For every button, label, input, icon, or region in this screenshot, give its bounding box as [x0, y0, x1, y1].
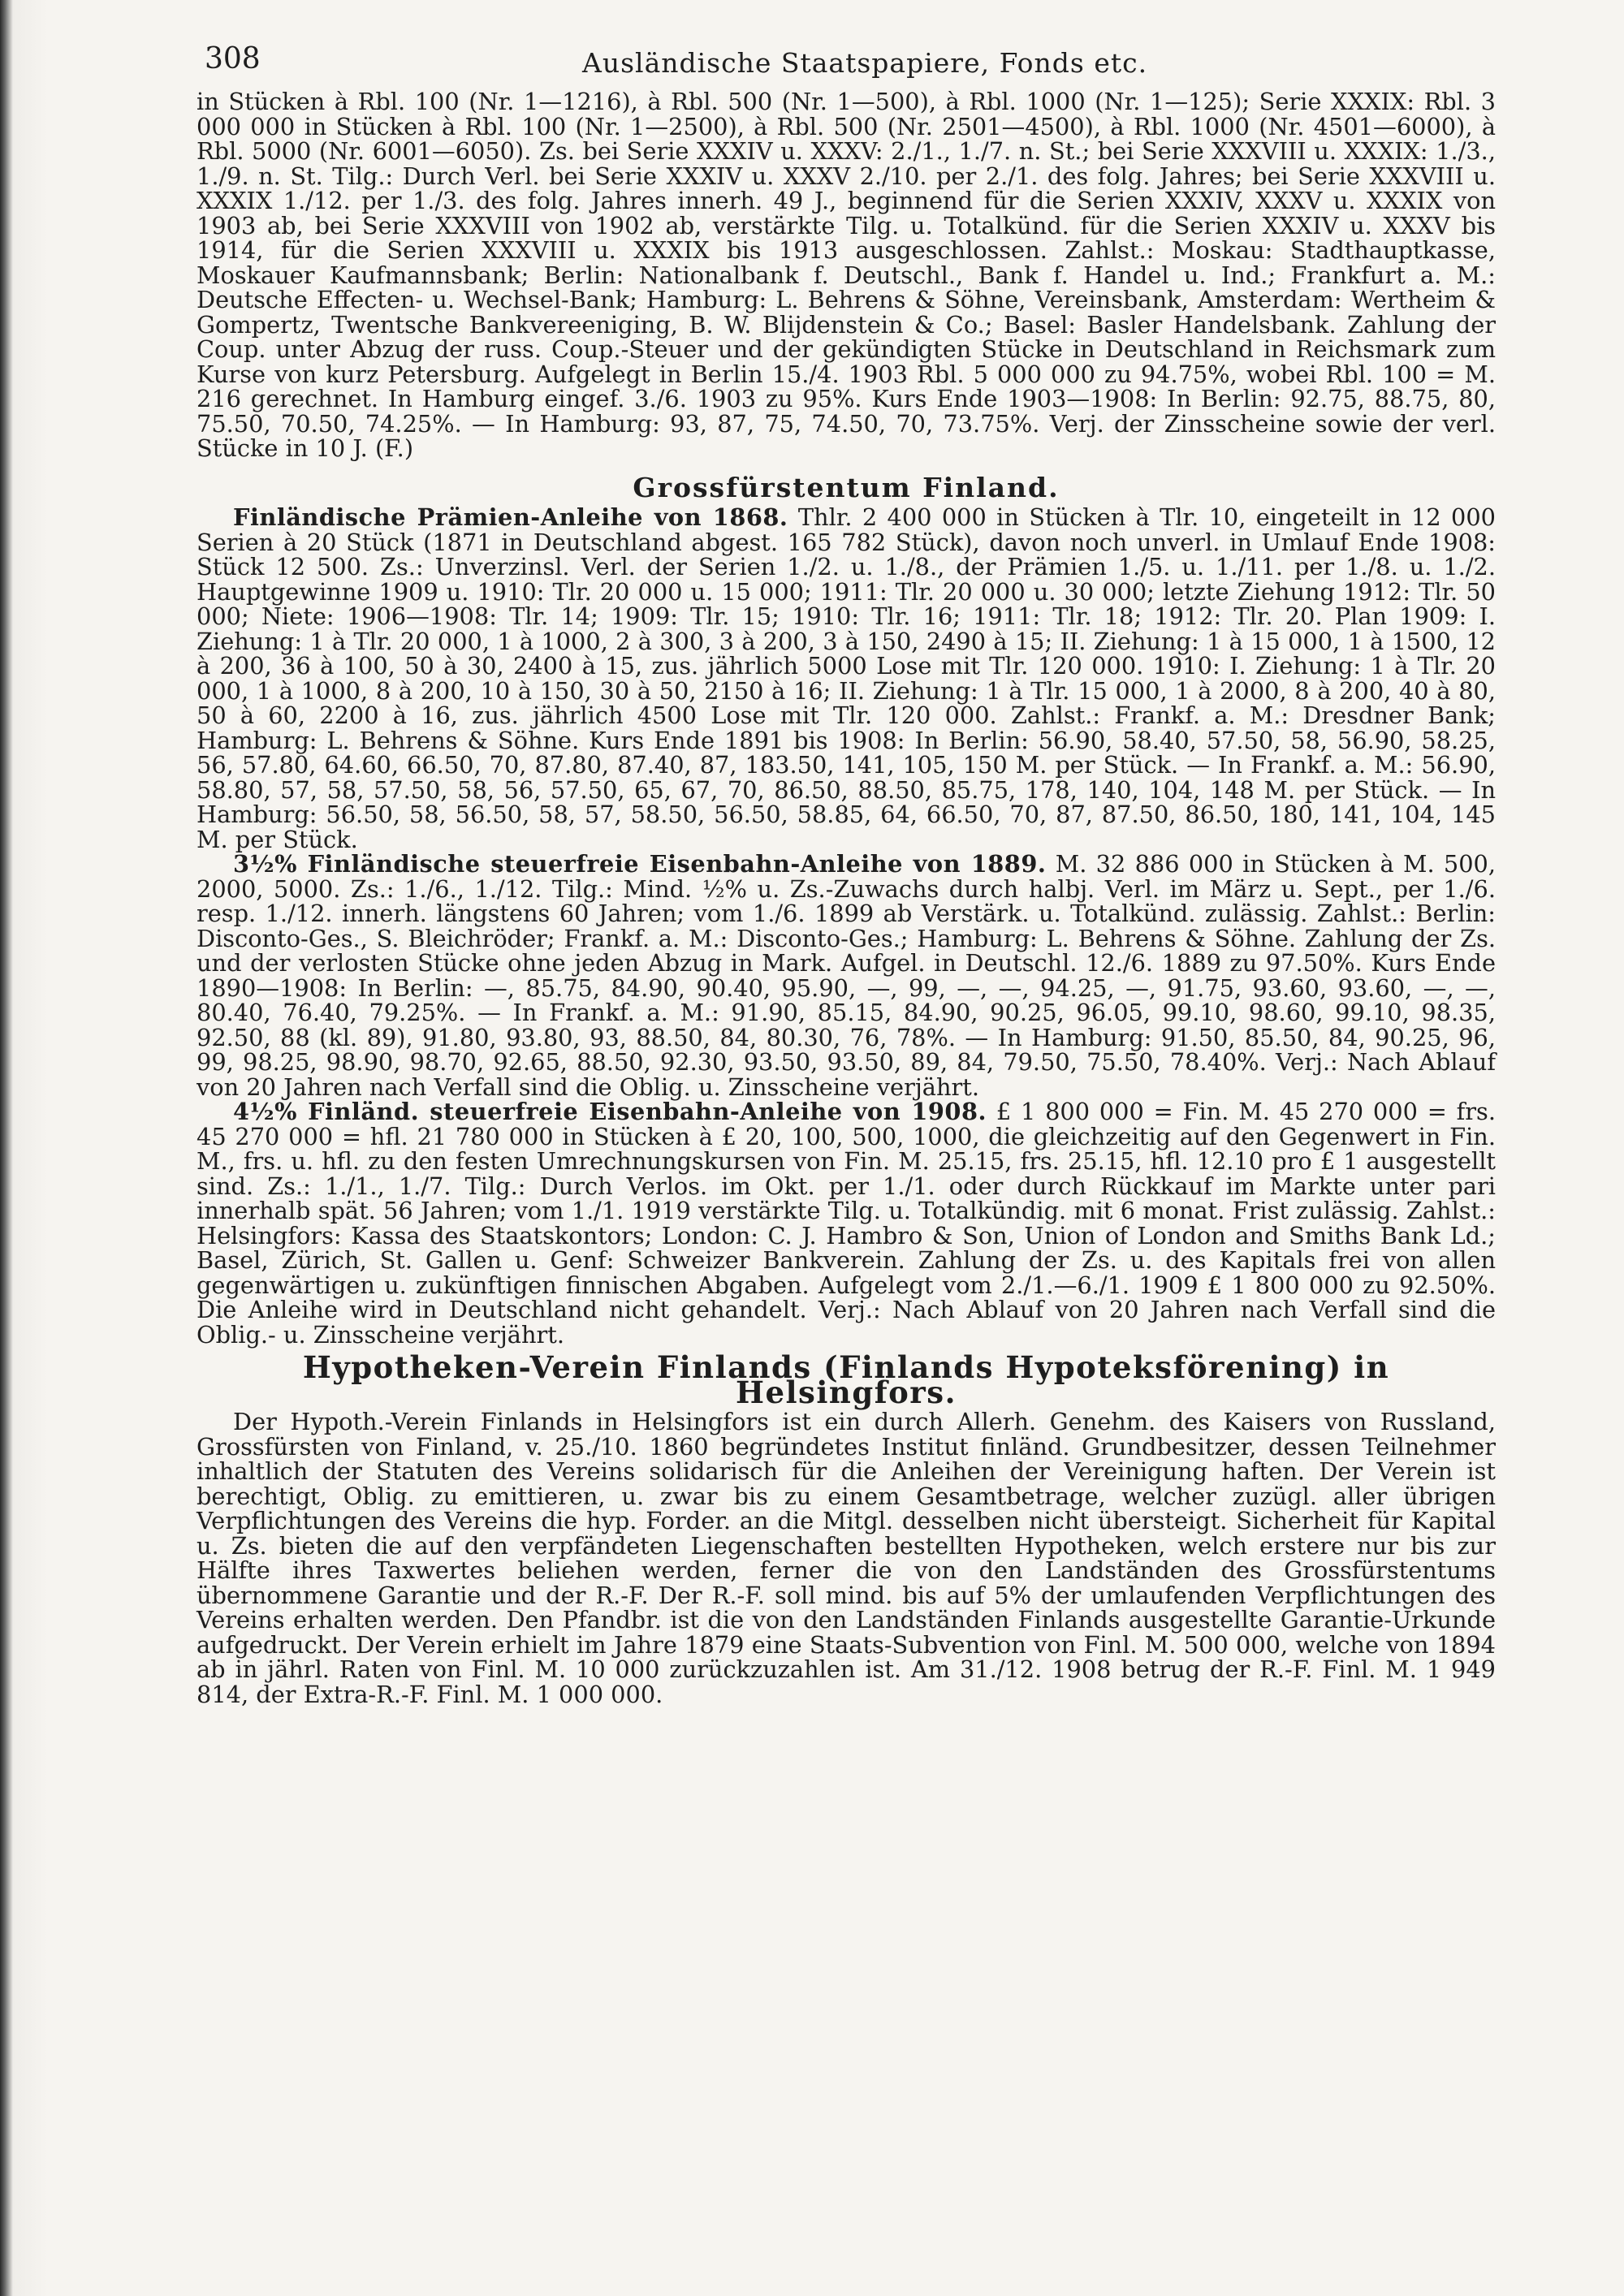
running-title: Ausländische Staatspapiere, Fonds etc. — [582, 47, 1148, 79]
entry-text: M. 32 886 000 in Stücken à M. 500, 2000, 5000. Zs.: 1./6., 1./12. Tilg.: Mind. ½% u. Zs.-Zuwachs durch halbj. Verl. im März u. Sept., per 1./6. resp. 1./12. innerh. längstens 60 Jahren; vom 1./6. 1899 ab Verstärk. u. Totalkünd. zulässig. Zahlst.: Berlin: Disconto-Ges., S. Bleichröder; Frankf. a. M.: Disconto-Ges.; Hamburg: L. Behrens & Söhne. Zahlung der Zs. und der verlosten Stücke ohne jeden Abzug in Mark. Aufgel. in Deutschl. 12./6. 1889 zu 97.50%. Kurs Ende 1890—1908: In Berlin: —, 85.75, 84.90, 90.40, 95.90, —, 99, —, —, 94.25, —, 91.75, 93.60, 93.60, —, —, 80.40, 76.40, 79.25%. — In Frankf. a. M.: 91.90, 85.15, 84.90, 90.25, 96.05, 99.10, 98.60, 99.10, 98.35, 92.50, 88 (kl. 89), 91.80, 93.80, 93, 88.50, 84, 80.30, 76, 78%. — In Hamburg: 91.50, 85.50, 84, 90.25, 96, 99, 98.25, 98.90, 98.70, 92.65, 88.50, 92.30, 93.50, 93.50, 89, 84, 79.50, 75.50, 78.40%. Verj.: Nach Ablauf von 20 Jahren nach Verfall sind die Oblig. u. Zinsscheine verjährt. — [197, 850, 1497, 1101]
entry-title: 3½% Finländische steuerfreie Eisenbahn-Anleihe von 1889. — [233, 850, 1047, 878]
entry-text: Thlr. 2 400 000 in Stücken à Tlr. 10, eingeteilt in 12 000 Serien à 20 Stück (1871 in Deutschland abgest. 165 782 Stück), davon noch unverl. in Umlauf Ende 1908: Stück 12 500. Zs.: Unverzinsl. Verl. der Serien 1./2. u. 1./8., der Prämien 1./5. u. 1./11. per 1./8. u. 1./2. Hauptgewinne 1909 u. 1910: Tlr. 20 000 u. 15 000; 1911: Tlr. 20 000 u. 30 000; letzte Ziehung 1912: Tlr. 50 000; Niete: 1906—1908: Tlr. 14; 1909: Tlr. 15; 1910: Tlr. 16; 1911: Tlr. 18; 1912: Tlr. 20. Plan 1909: I. Ziehung: 1 à Tlr. 20 000, 1 à 1000, 2 à 300, 3 à 200, 3 à 150, 2490 à 15; II. Ziehung: 1 à 15 000, 1 à 1500, 12 à 200, 36 à 100, 50 à 30, 2400 à 15, zus. jährlich 5000 Lose mit Tlr. 120 000. 1910: I. Ziehung: 1 à Tlr. 20 000, 1 à 1000, 8 à 200, 10 à 150, 30 à 50, 2150 à 16; II. Ziehung: 1 à Tlr. 15 000, 1 à 2000, 8 à 200, 40 à 80, 50 à 60, 2200 à 16, zus. jährlich 4500 Lose mit Tlr. 120 000. Zahlst.: Frankf. a. M.: Dresdner Bank; Hamburg: L. Behrens & Söhne. Kurs Ende 1891 bis 1908: In Berlin: 56.90, 58.40, 57.50, 58, 56.90, 58.25, 56, 57.80, 64.60, 66.50, 70, 87.80, 87.40, 87, 183.50, 141, 105, 150 M. per Stück. — In Frankf. a. M.: 56.90, 58.80, 57, 58, 57.50, 58, 56, 57.50, 65, 67, 70, 86.50, 88.50, 85.75, 178, 140, 104, 148 M. per Stück. — In Hamburg: 56.50, 58, 56.50, 58, 57, 58.50, 56.50, 58.85, 64, 66.50, 70, 87, 87.50, 86.50, 180, 141, 104, 145 M. per Stück. — [197, 503, 1497, 853]
entry-eisenbahn-anleihe-1889 — [197, 852, 1496, 1099]
section-heading-hypotheken-verein: Hypotheken-Verein Finlands (Finlands Hypoteksförening) in Helsingfors. — [302, 1349, 1390, 1410]
running-header — [197, 32, 1496, 89]
text-column — [197, 32, 1496, 1707]
opening-paragraph: in Stücken à Rbl. 100 (Nr. 1—1216), à Rbl. 500 (Nr. 1—500), à Rbl. 1000 (Nr. 1—125); Serie XXXIX: Rbl. 3 000 000 in Stücken à Rbl. 100 (Nr. 1—2500), à Rbl. 500 (Nr. 2501—4500), à Rbl. 1000 (Nr. 4501—6000), à Rbl. 5000 (Nr. 6001—6050). Zs. bei Serie XXXIV u. XXXV: 2./1., 1./7. n. St.; bei Serie XXXVIII u. XXXIX: 1./3., 1./9. n. St. Tilg.: Durch Verl. bei Serie XXXIV u. XXXV 2./10. per 2./1. des folg. Jahres; bei Serie XXXVIII u. XXXIX 1./12. per 1./3. des folg. Jahres innerh. 49 J., beginnend für die Serien XXXIV, XXXV u. XXXIX von 1903 ab, bei Serie XXXVIII von 1902 ab, verstärkte Tilg. u. Totalkünd. für die Serien XXXIV u. XXXV bis 1914, für die Serien XXXVIII u. XXXIX bis 1913 ausgeschlossen. Zahlst.: Moskau: Stadthauptkasse, Moskauer Kaufmannsbank; Berlin: Nationalbank f. Deutschl., Bank f. Handel u. Ind.; Frankfurt a. M.: Deutsche Effecten- u. Wechsel-Bank; Hamburg: L. Behrens & Söhne, Vereinsbank, Amsterdam: Wertheim & Gompertz, Twentsche Bankvereeniging, B. W. Blijdenstein & Co.; Basel: Basler Handelsbank. Zahlung der Coup. unter Abzug der russ. Coup.-Steuer und der gekündigten Stücke in Deutschland in Reichsmark zum Kurse von kurz Petersburg. Aufgelegt in Berlin 15./4. 1903 Rbl. 5 000 000 zu 94.75%, wobei Rbl. 100 = M. 216 gerechnet. In Hamburg eingef. 3./6. 1903 zu 95%. Kurs Ende 1903—1908: In Berlin: 92.75, 88.75, 80, 75.50, 70.50, 74.25%. — In Hamburg: 93, 87, 75, 74.50, 70, 73.75%. Verj. der Zinsscheine sowie der verl. Stücke in 10 J. (F.) — [197, 88, 1496, 462]
entry-eisenbahn-anleihe-1908 — [197, 1099, 1496, 1347]
entry-text: £ 1 800 000 = Fin. M. 45 270 000 = frs. 45 270 000 = hfl. 21 780 000 in Stücken à £ 20, 100, 500, 1000, die gleichzeitig auf den Gegenwert in Fin. M., frs. u. hfl. zu den festen Umrechnungskursen von Fin. M. 25.15, frs. 25.15, hfl. 12.10 pro £ 1 ausgestellt sind. Zs.: 1./1., 1./7. Tilg.: Durch Verlos. im Okt. per 1./1. oder durch Rückkauf im Markte unter pari innerhalb spät. 56 Jahren; vom 1./1. 1919 verstärkte Tilg. u. Totalkündig. mit 6 monat. Frist zulässig. Zahlst.: Helsingfors: Kassa des Staatskontors; London: C. J. Hambro & Son, Union of London and Smiths Bank Ld.; Basel, Zürich, St. Gallen u. Genf: Schweizer Bankverein. Zahlung der Zs. u. des Kapitals frei von allen gegenwärtigen u. zukünftigen finnischen Abgaben. Aufgelegt vom 2./1.—6./1. 1909 £ 1 800 000 zu 92.50%. Die Anleihe wird in Deutschland nicht gehandelt. Verj.: Nach Ablauf von 20 Jahren nach Verfall sind die Oblig.- u. Zinsscheine verjährt. — [197, 1098, 1496, 1349]
page-number: 308 — [205, 42, 261, 76]
entry-title: Finländische Prämien-Anleihe von 1868. — [233, 503, 788, 531]
hypotheken-verein-paragraph: Der Hypoth.-Verein Finlands in Helsingfors ist ein durch Allerh. Genehm. des Kaisers von Russland, Grossfürsten von Finland, v. 25./10. 1860 begründetes Institut finländ. Grundbesitzer, dessen Teilnehmer inhaltlich der Statuten des Vereins solidarisch für die Anleihen der Vereinigung haften. Der Verein ist berechtigt, Oblig. zu emittieren, u. zwar bis zu einem Gesamtbetrage, welcher zuzügl. aller übrigen Verpflichtungen des Vereins die hyp. Forder. an die Mitgl. desselben nicht übersteigt. Sicherheit für Kapital u. Zs. bieten die auf den verpfändeten Liegenschaften bestellten Hypotheken, welch erstere nur bis zur Hälfte ihres Taxwertes beliehen werden, ferner die von den Landständen des Grossfürstentums übernommene Garantie und der R.-F. Der R.-F. soll mind. bis auf 5% der umlaufenden Verpflichtungen des Vereins erhalten werden. Den Pfandbr. ist die von den Landständen Finlands ausgestellte Garantie-Urkunde aufgedruckt. Der Verein erhielt im Jahre 1879 eine Staats-Subvention von Finl. M. 500 000, welche von 1894 ab in jährl. Raten von Finl. M. 10 000 zurückzuzahlen ist. Am 31./12. 1908 betrug der R.-F. Finl. M. 1 949 814, der Extra-R.-F. Finl. M. 1 000 000. — [197, 1408, 1496, 1708]
entry-title: 4½% Finländ. steuerfreie Eisenbahn-Anleihe von 1908. — [233, 1098, 987, 1125]
body-text — [197, 89, 1496, 1707]
entry-praemien-anleihe-1868 — [197, 505, 1496, 852]
section-heading-finland: Grossfürstentum Finland. — [633, 471, 1060, 503]
